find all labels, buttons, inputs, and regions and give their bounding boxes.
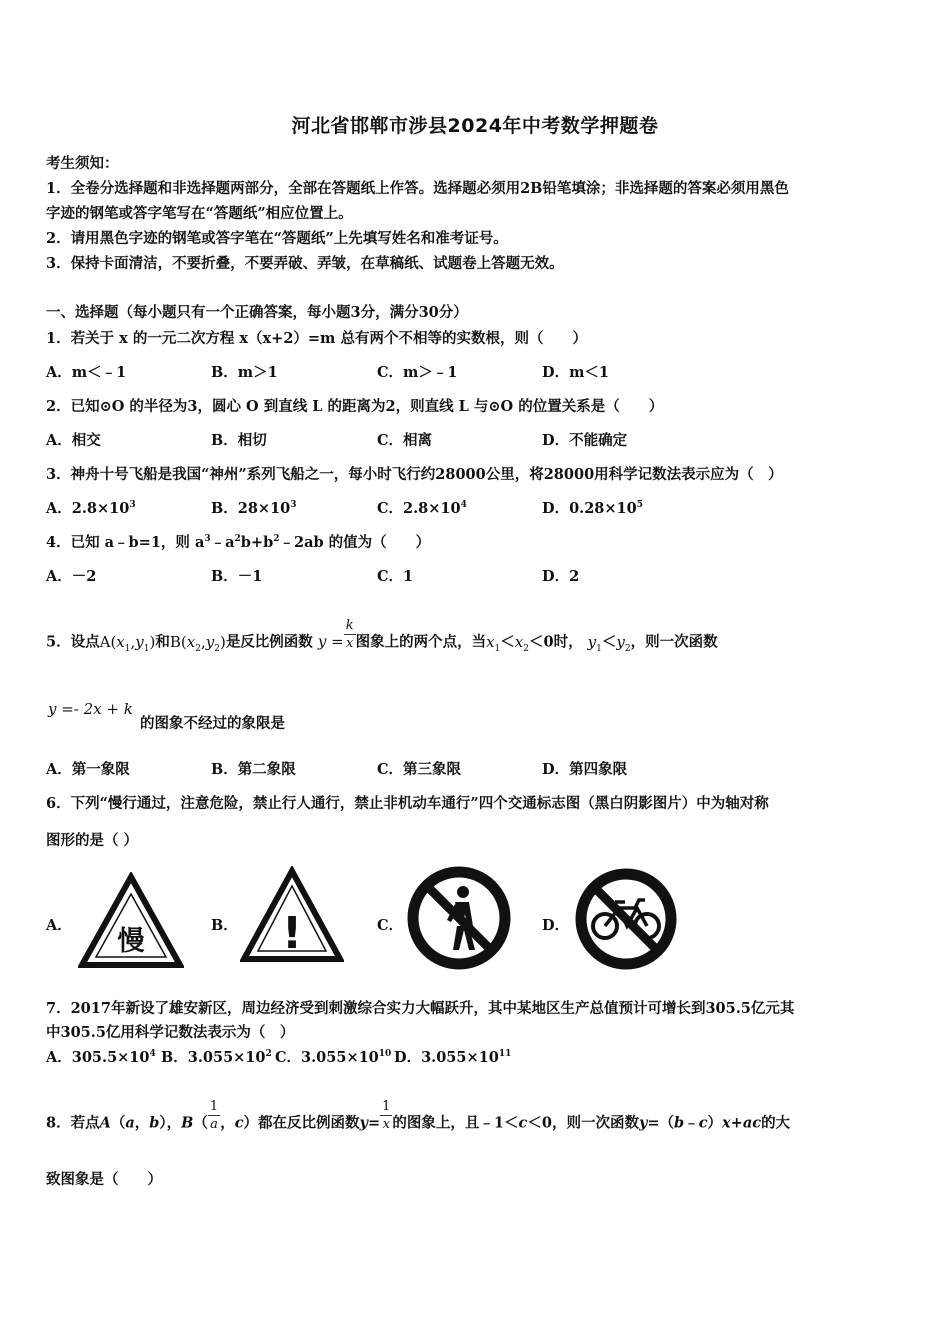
- q2-stem: 2．已知⊙O 的半径为3，圆心 O 到直线 L 的距离为2，则直线 L 与⊙O 的位置关系是（ ）: [46, 398, 664, 415]
- q5-option-d[interactable]: D．第四象限: [542, 761, 628, 778]
- q6-option-c[interactable]: C．: [377, 917, 404, 934]
- q4-option-b[interactable]: B．－1: [211, 568, 263, 585]
- notice-item-1: 1．全卷分选择题和非选择题两部分，全部在答题纸上作答。选择题必须用2B铅笔填涂；非选择题的答案必须用黑色: [46, 180, 789, 197]
- q1-option-a[interactable]: A．m＜﹣1: [46, 364, 127, 381]
- q7-option-c[interactable]: C．$3.055\times 10^{10}$: [275, 1049, 392, 1066]
- q1-stem: 1．若关于 x 的一元二次方程 x（x+2）=m 总有两个不相等的实数根，则（ ）: [46, 330, 587, 347]
- notice-item-2: 2．请用黑色字迹的钢笔或答字笔在“答题纸”上先填写姓名和准考证号。: [46, 230, 508, 247]
- q4-stem: 4．已知 a﹣b=1，则 $a^3﹣a^2b+b^2﹣2ab$ 的值为（ ）: [46, 534, 431, 551]
- q7-option-d[interactable]: D．$3.055\times 10^{11}$: [394, 1049, 512, 1066]
- q2-option-b[interactable]: B．相切: [211, 432, 267, 449]
- q1-option-c[interactable]: C．m＞﹣1: [377, 364, 458, 381]
- danger-sign-icon[interactable]: [240, 866, 344, 964]
- q5-option-b[interactable]: B．第二象限: [211, 761, 296, 778]
- q6-option-d[interactable]: D．: [542, 917, 570, 934]
- q1-option-d[interactable]: D．m＜1: [542, 364, 610, 381]
- danger-sign-char: !: [281, 908, 303, 959]
- q2-option-c[interactable]: C．相离: [377, 432, 433, 449]
- q6-option-b[interactable]: B．: [211, 917, 238, 934]
- q4-option-a[interactable]: A．－2: [46, 568, 97, 585]
- no-pedestrian-sign-icon[interactable]: [405, 864, 513, 972]
- q5-stem: 5．设点$A(x_1,y_1)$和$B(x_2,y_2)$是反比例函数 y = $\frac{k}{x}$ 图象上的两个点，当$x_1<x_2<0$时， $y_1<y_2$，则一次函数: [46, 618, 718, 654]
- q7-stem-cont: 中305.5亿用科学记数法表示为（ ）: [46, 1024, 295, 1041]
- q5-formula: y =- 2x + k: [48, 700, 133, 718]
- q7-option-b[interactable]: B．$3.055\times 10^2$: [161, 1049, 272, 1066]
- q6-stem: 6．下列“慢行通过，注意危险，禁止行人通行，禁止非机动车通行”四个交通标志图（黑白阴影图片）中为轴对称: [46, 795, 769, 812]
- q3-stem: 3．神舟十号飞船是我国“神州”系列飞船之一，每小时飞行约28000公里，将28000用科学记数法表示应为（ ）: [46, 466, 783, 483]
- q3-option-a[interactable]: A．$2.8\times 10^3$: [46, 500, 136, 517]
- q7-stem: 7．2017年新设了雄安新区，周边经济受到刺激综合实力大幅跃升，其中某地区生产总值预计可增长到305.5亿元其: [46, 1000, 795, 1017]
- q4-option-c[interactable]: C．1: [377, 568, 414, 585]
- notice-heading: 考生须知：: [46, 155, 119, 172]
- slow-sign-char: 慢: [117, 926, 145, 957]
- slow-sign-icon[interactable]: [78, 872, 184, 970]
- q3-option-d[interactable]: D．$0.28\times 10^5$: [542, 500, 643, 517]
- q6-option-a[interactable]: A．: [46, 917, 72, 934]
- q6-stem-cont: 图形的是（ ）: [46, 832, 139, 849]
- q5-stem-cont: 的图象不经过的象限是: [140, 715, 285, 732]
- section-heading: 一、选择题（每小题只有一个正确答案，每小题3分，满分30分）: [46, 304, 468, 321]
- q3-option-b[interactable]: B．$28\times 10^3$: [211, 500, 297, 517]
- q3-option-c[interactable]: C．$2.8\times 10^4$: [377, 500, 467, 517]
- q7-option-a[interactable]: A．$305.5\times 10^4$: [46, 1049, 156, 1066]
- notice-item-3: 3．保持卡面清洁，不要折叠，不要弄破、弄皱，在草稿纸、试题卷上答题无效。: [46, 255, 564, 272]
- q2-option-d[interactable]: D．不能确定: [542, 432, 628, 449]
- no-bicycle-sign-icon[interactable]: [573, 866, 679, 972]
- page-title: 河北省邯郸市涉县2024年中考数学押题卷: [291, 115, 659, 137]
- q8-stem-cont: 致图象是（ ）: [46, 1171, 162, 1188]
- q2-option-a[interactable]: A．相交: [46, 432, 101, 449]
- q8-stem: 8．若点A（a，b），B（ $\frac{1}{a}$ ，c）都在反比例函数y= $\frac{1}{x}$ 的图象上，且﹣1＜c＜0，则一次函数y=（b﹣c）x+ac的大: [46, 1099, 791, 1132]
- q5-option-c[interactable]: C．第三象限: [377, 761, 462, 778]
- q1-option-b[interactable]: B．m＞1: [211, 364, 278, 381]
- q4-option-d[interactable]: D．2: [542, 568, 580, 585]
- notice-item-1-cont: 字迹的钢笔或答字笔写在“答题纸”相应位置上。: [46, 205, 353, 222]
- q5-option-a[interactable]: A．第一象限: [46, 761, 130, 778]
